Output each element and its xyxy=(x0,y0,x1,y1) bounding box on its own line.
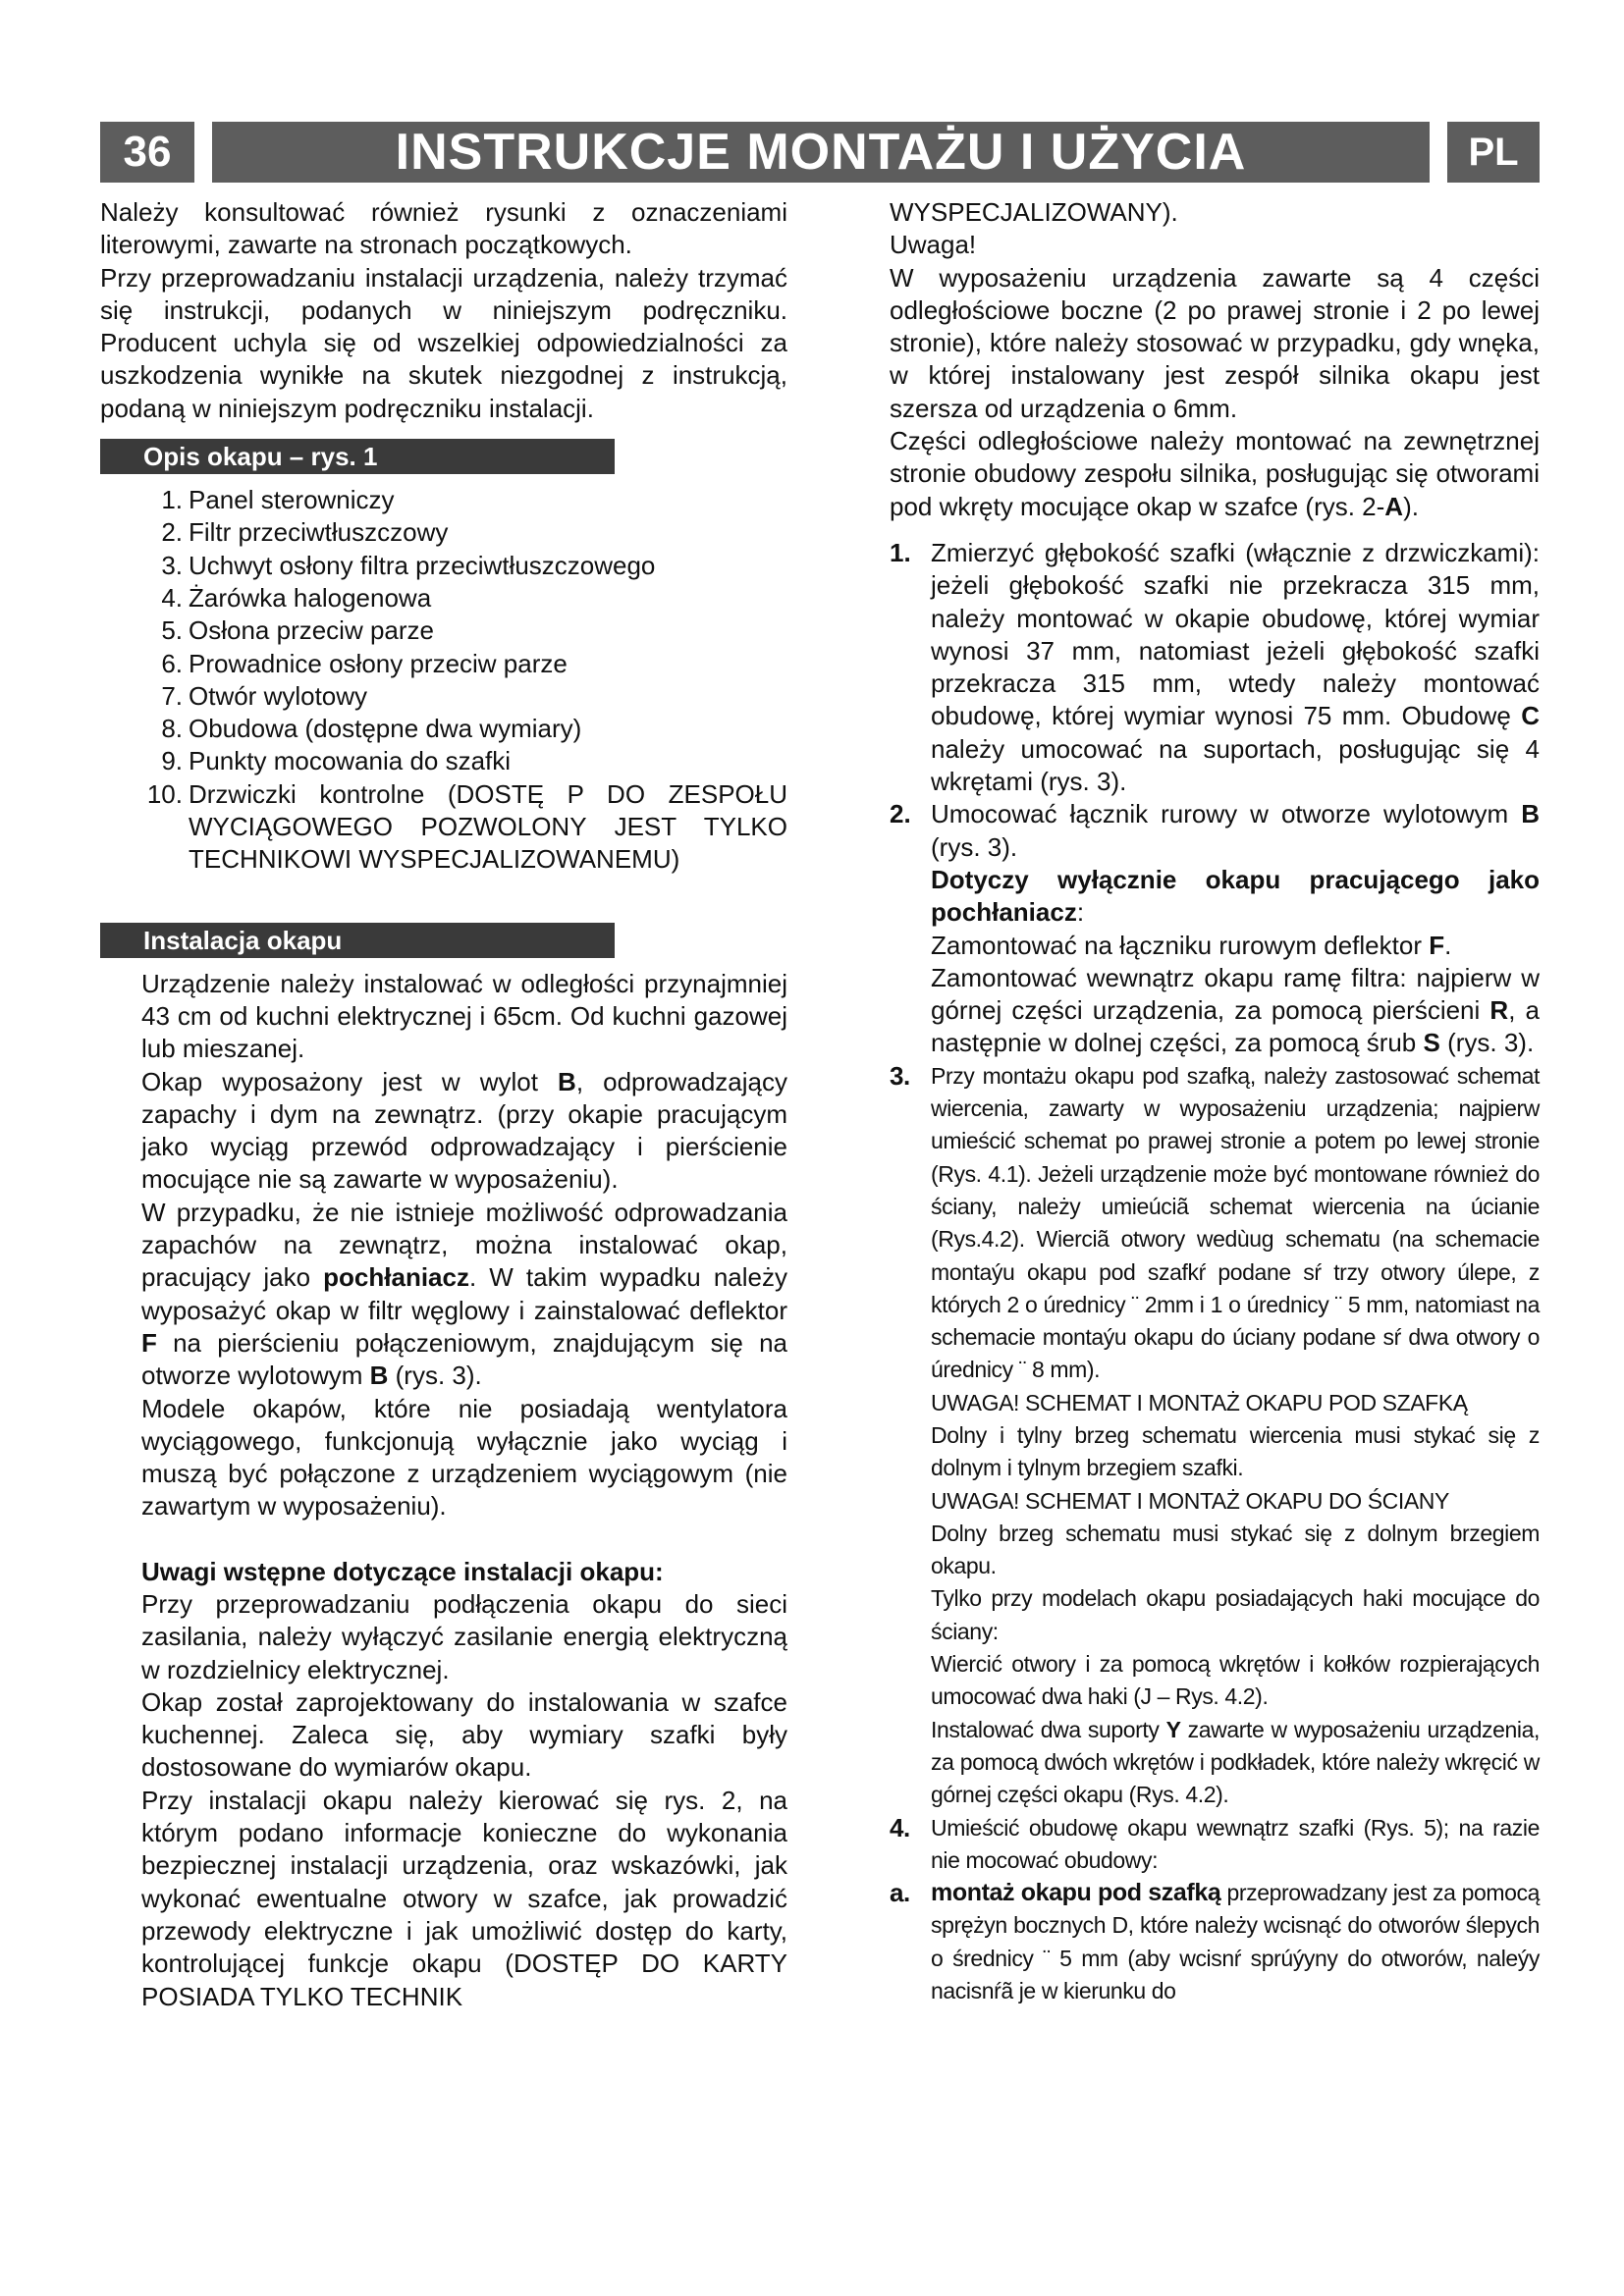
continued-text: WYSPECJALIZOWANY). xyxy=(890,197,1178,227)
installation-text xyxy=(100,968,787,2013)
left-column xyxy=(100,196,787,2013)
intro-paragraph-2: Przy przeprowadzaniu instalacji urządzenia, należy trzymać się instrukcji, podanych w niniejszym podręczniku. Producent uchyla się od wszelkiej odpowiedzialności za uszkodzenia wynikłe na skutek niezgodnej z instrukcją, podaną w niniejszym podręczniku instalacji. xyxy=(100,262,787,423)
language-badge: PL xyxy=(1447,122,1540,183)
list-item: 10. Drzwiczki kontrolne (DOSTĘ P DO ZESPOŁU WYCIĄGOWEGO POZWOLONY JEST TYLKO TECHNIKOWI WYSPECJALIZOWANEMU) xyxy=(146,778,787,875)
parts-list xyxy=(100,484,787,877)
installation-paragraph-1: Urządzenie należy instalować w odległości przynajmniej 43 cm od kuchni elektrycznej i 65cm. Od kuchni gazowej lub mieszanej. xyxy=(141,968,787,1064)
section-heading-installation: Instalacja okapu xyxy=(100,923,615,958)
list-item: 7. Otwór wylotowy xyxy=(161,680,368,711)
step-4: 4. Umieścić obudowę okapu wewnątrz szafki (Rys. 5); na razie nie mocować obudowy: xyxy=(890,1812,1540,1873)
list-item: 5. Osłona przeciw parze xyxy=(161,615,434,646)
warning-label: Uwaga! xyxy=(890,230,977,260)
installation-paragraph-2: Okap wyposażony jest w wylot B, odprowadzający zapachy i dym na zewnątrz. (przy okapie pracującym jako wyciąg przewód odprowadzający i pierścienie mocujące nie są zawarte w wyposażeniu). xyxy=(141,1066,787,1195)
installation-paragraph-4: Modele okapów, które nie posiadają wentylatora wyciągowego, funkcjonują wyłącznie jako wyciąg i muszą być połączone z urządzeniem wyciągowym (nie zawartym w wyposażeniu). xyxy=(141,1393,787,1522)
preliminary-paragraph-3: Przy instalacji okapu należy kierować się rys. 2, na którym podano informacje konieczne do wykonania bezpiecznej instalacji urządzenia, oraz wskazówki, jak wykonać ewentualne otwory w szafce, jak prowadzić przewody elektryczne i jak umożliwić dostęp do karty, kontrolującej funkcje okapu (DOSTĘP DO KARTY POSIADA TYLKO TECHNIK xyxy=(141,1785,787,2011)
page-header xyxy=(100,122,1540,183)
spacers-paragraph-1: W wyposażeniu urządzenia zawarte są 4 części odległościowe boczne (2 po prawej stronie i 2 po lewej stronie), które należy stosować w przypadku, gdy wnęka, w której instalowany jest zespół silnika okapu jest szersza od urządzenia o 6mm. xyxy=(890,262,1540,423)
list-item: 8. Obudowa (dostępne dwa wymiary) xyxy=(161,714,582,744)
step-2: 2. Umocować łącznik rurowy w otworze wylotowym B (rys. 3). Dotyczy wyłącznie okapu pracującego jako pochłaniacz: Zamontować na łączniku rurowym deflektor F. Zamontować wewnątrz okapu ramę filtra: najpierw w górnej części urządzenia, za pomocą pierścieni R, a następnie w dolnej części, za pomocą śrub S (rys. 3). xyxy=(890,799,1540,1058)
step-3: 3. Przy montażu okapu pod szafką, należy zastosować schemat wiercenia, zawarty w wyposażeniu urządzenia; najpierw umieścić schemat po prawej stronie a potem po lewej stronie (Rys. 4.1). Jeżeli urządzenie może być montowane również do ściany, należy umieúciã schemat wiercenia na úcianie (Rys.4.2). Wierciã otwory wedùug schematu (na schemacie montaýu okapu pod szafkŕ podane sŕ trzy otwory úlepe, z których 2 o úrednicy ¨ 2mm i 1 o úrednicy ¨ 5 mm, natomiast na schemacie montaýu okapu do úciany podane sŕ dwa otwory o úrednicy ¨ 8 mm). UWAGA! SCHEMAT I MONTAŻ OKAPU POD SZAFKĄ Dolny i tylny brzeg schematu wiercenia musi stykać się z dolnym i tylnym brzegiem szafki. UWAGA! SCHEMAT I MONTAŻ OKAPU DO ŚCIANY Dolny brzeg schematu musi stykać się z dolnym brzegiem okapu. Tylko przy modelach okapu posiadających haki mocujące do ściany: Wiercić otwory i za pomocą wkrętów i kołków rozpierających umocować dwa haki (J – Rys. 4.2). Instalować dwa suporty Y zawarte w wyposażeniu urządzenia, za pomocą dwóch wkrętów i podkładek, które należy wkręcić w górnej części okapu (Rys. 4.2). xyxy=(890,1060,1540,1808)
page-number: 36 xyxy=(100,122,194,183)
spacers-paragraph-2: Części odległościowe należy montować na zewnętrznej stronie obudowy zespołu silnika, posługując się otworami pod wkręty mocujące okap w szafce (rys. 2-A). xyxy=(890,426,1540,521)
list-item: 4. Żarówka halogenowa xyxy=(161,582,432,613)
page-title: INSTRUKCJE MONTAŻU I UŻYCIA xyxy=(212,122,1430,183)
list-item: 6. Prowadnice osłony przeciw parze xyxy=(161,648,568,678)
list-item: 9. Punkty mocowania do szafki xyxy=(161,746,512,776)
preliminary-notes-heading: Uwagi wstępne dotyczące instalacji okapu: xyxy=(141,1556,664,1586)
right-column xyxy=(890,196,1540,2007)
installation-paragraph-3: W przypadku, że nie istnieje możliwość odprowadzania zapachów na zewnątrz, można instalować okap, pracujący jako pochłaniacz. W takim wypadku należy wyposażyć okap w filtr węglowy i zainstalować deflektor F na pierścieniu połączeniowym, znajdującym się na otworze wylotowym B (rys. 3). xyxy=(141,1197,787,1391)
step-1: 1. Zmierzyć głębokość szafki (włącznie z drzwiczkami): jeżeli głębokość szafki nie przekracza 315 mm, należy montować w okapie obudowę, której wymiar wynosi 37 mm, natomiast jeżeli głębokość szafki przekracza 315 mm, wtedy należy montować obudowę, której wymiar wynosi 75 mm. Obudowę C należy umocować na suportach, posługując się 4 wkrętami (rys. 3). xyxy=(890,537,1540,797)
preliminary-paragraph-1: Przy przeprowadzaniu podłączenia okapu do sieci zasilania, należy wyłączyć zasilanie energią elektryczną w rozdzielnicy elektrycznej. xyxy=(141,1588,787,1684)
intro-paragraph-1: Należy konsultować również rysunki z oznaczeniami literowymi, zawarte na stronach początkowych. xyxy=(100,197,787,260)
list-item: 3. Uchwyt osłony filtra przeciwtłuszczowego xyxy=(161,550,656,580)
section-heading-hood-description: Opis okapu – rys. 1 xyxy=(100,439,615,474)
step-a: a. montaż okapu pod szafką przeprowadzany jest za pomocą sprężyn bocznych D, które należy wcisnąć do otworów ślepych o średnicy ¨ 5 mm (aby wcisnŕ sprúýyny do otworów, naleýy nacisnŕã je w kierunku do xyxy=(890,1878,1541,2004)
list-item: 2. Filtr przeciwtłuszczowy xyxy=(161,517,449,548)
list-item: 1. Panel sterowniczy xyxy=(161,485,395,515)
preliminary-paragraph-2: Okap został zaprojektowany do instalowania w szafce kuchennej. Zaleca się, aby wymiary szafki były dostosowane do wymiarów okapu. xyxy=(141,1686,787,1783)
